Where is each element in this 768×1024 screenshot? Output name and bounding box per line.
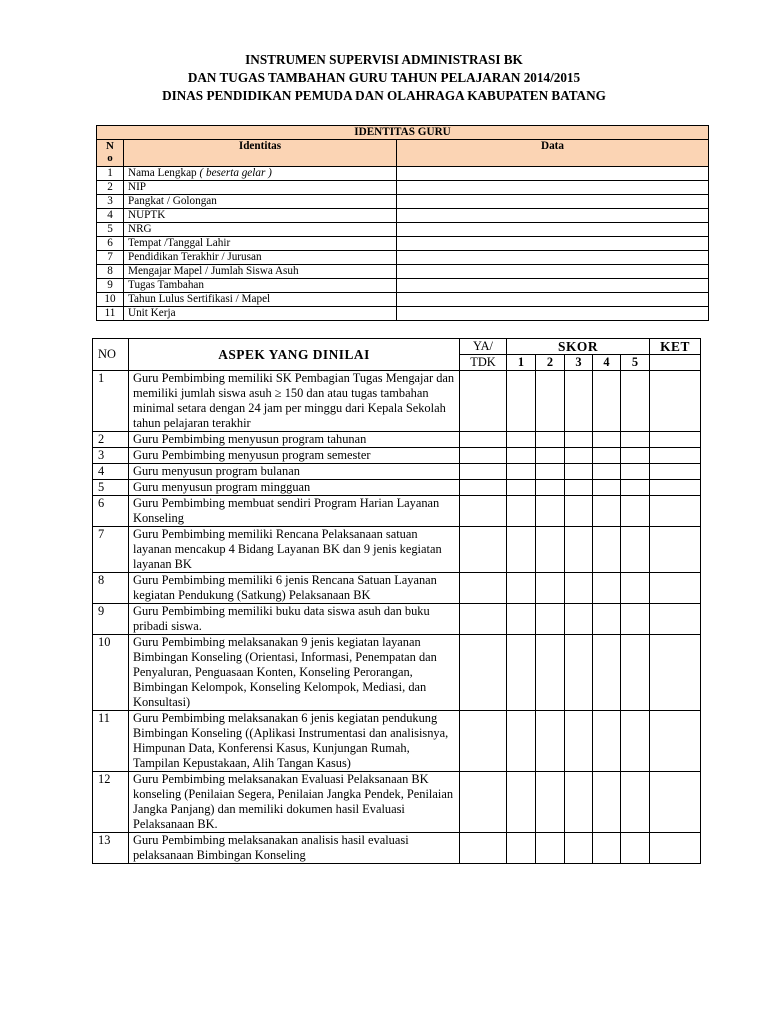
identity-row-number: 8 [97, 265, 124, 279]
assessment-row-aspect: Guru Pembimbing memiliki SK Pembagian Tugas Mengajar dan memiliki jumlah siswa asuh ≥ 150 dan atau tugas tambahan minimal setara dengan 24 jam per minggu dari Kepala Sekolah tahun pelajaran terakhir [129, 371, 460, 432]
score-cell-5[interactable] [621, 480, 650, 496]
score-cell-4[interactable] [593, 573, 621, 604]
assessment-row-number: 2 [93, 432, 129, 448]
title-line-3: DINAS PENDIDIKAN PEMUDA DAN OLAHRAGA KABUPATEN BATANG [162, 88, 606, 103]
ket-cell[interactable] [650, 432, 701, 448]
ya-tdk-cell[interactable] [460, 711, 507, 772]
assessment-row-number: 4 [93, 464, 129, 480]
score-cell-2[interactable] [536, 772, 565, 833]
identity-row [97, 209, 709, 223]
assessment-row-aspect: Guru Pembimbing membuat sendiri Program Harian Layanan Konseling [129, 496, 460, 527]
identity-row-label-cell [124, 195, 397, 209]
identity-table-title-row [97, 126, 709, 140]
assessment-row-aspect: Guru Pembimbing memiliki 6 jenis Rencana Satuan Layanan kegiatan Pendukung (Satkung) Pelaksanaan BK [129, 573, 460, 604]
assessment-row [93, 635, 701, 711]
score-cell-1[interactable] [507, 527, 536, 573]
ya-tdk-cell[interactable] [460, 573, 507, 604]
score-cell-4[interactable] [593, 527, 621, 573]
assessment-table [92, 338, 701, 864]
assessment-row-aspect: Guru Pembimbing melaksanakan 9 jenis kegiatan layanan Bimbingan Konseling (Orientasi, Informasi, Penempatan dan Penyaluran, Penguasaan Konten, Konseling Perorangan, Bimbingan Kelompok, Konseling Kelompok, Mediasi, dan Konsultasi) [129, 635, 460, 711]
score-cell-3[interactable] [565, 635, 593, 711]
score-cell-2[interactable] [536, 573, 565, 604]
score-cell-5[interactable] [621, 448, 650, 464]
score-cell-2[interactable] [536, 635, 565, 711]
score-cell-4[interactable] [593, 480, 621, 496]
identity-data-field[interactable] [397, 237, 709, 251]
identity-row-number: 10 [97, 293, 124, 307]
assessment-row-aspect: Guru Pembimbing memiliki buku data siswa asuh dan buku pribadi siswa. [129, 604, 460, 635]
ket-cell[interactable] [650, 833, 701, 864]
identity-row-number: 5 [97, 223, 124, 237]
identity-row-label: Pendidikan Terakhir / Jurusan [128, 251, 262, 263]
identity-data-field[interactable] [397, 181, 709, 195]
assessment-row-number: 8 [93, 573, 129, 604]
score-header-2: 2 [536, 355, 565, 371]
identity-col-no-header: N o [97, 140, 124, 167]
ya-tdk-cell[interactable] [460, 432, 507, 448]
identity-row-number: 3 [97, 195, 124, 209]
ket-cell[interactable] [650, 496, 701, 527]
score-cell-3[interactable] [565, 496, 593, 527]
identity-row-label-cell [124, 167, 397, 181]
identity-row-number: 2 [97, 181, 124, 195]
assessment-col-tdk-header: TDK [460, 355, 507, 371]
identity-row-label: Nama Lengkap [128, 167, 200, 179]
identity-row [97, 251, 709, 265]
score-cell-2[interactable] [536, 496, 565, 527]
assessment-row [93, 432, 701, 448]
identity-row [97, 181, 709, 195]
ya-tdk-cell[interactable] [460, 464, 507, 480]
score-cell-1[interactable] [507, 448, 536, 464]
assessment-row-number: 12 [93, 772, 129, 833]
assessment-col-no-header: NO [93, 339, 129, 371]
ya-tdk-cell[interactable] [460, 371, 507, 432]
identity-row [97, 307, 709, 321]
score-cell-5[interactable] [621, 573, 650, 604]
identity-data-field[interactable] [397, 265, 709, 279]
score-cell-1[interactable] [507, 635, 536, 711]
score-cell-4[interactable] [593, 464, 621, 480]
score-cell-2[interactable] [536, 527, 565, 573]
score-cell-4[interactable] [593, 432, 621, 448]
score-cell-2[interactable] [536, 371, 565, 432]
identity-data-field[interactable] [397, 223, 709, 237]
score-cell-5[interactable] [621, 464, 650, 480]
assessment-row-number: 1 [93, 371, 129, 432]
ket-cell[interactable] [650, 772, 701, 833]
identity-row-label-cell [124, 307, 397, 321]
identity-row-label: Tahun Lulus Sertifikasi / Mapel [128, 293, 271, 305]
score-cell-1[interactable] [507, 432, 536, 448]
identity-row-number: 11 [97, 307, 124, 321]
score-cell-3[interactable] [565, 448, 593, 464]
identity-data-field[interactable] [397, 279, 709, 293]
ket-cell[interactable] [650, 604, 701, 635]
ya-tdk-cell[interactable] [460, 604, 507, 635]
score-cell-5[interactable] [621, 604, 650, 635]
score-header-4: 4 [593, 355, 621, 371]
score-cell-3[interactable] [565, 432, 593, 448]
identity-row [97, 167, 709, 181]
assessment-row-aspect: Guru menyusun program bulanan [129, 464, 460, 480]
assessment-row-aspect: Guru Pembimbing melaksanakan Evaluasi Pelaksanaan BK konseling (Penilaian Segera, Penilaian Jangka Pendek, Penilaian Jangka Panjang) dan memiliki dokumen hasil Evaluasi Pelaksanaan BK. [129, 772, 460, 833]
ya-tdk-cell[interactable] [460, 448, 507, 464]
score-cell-4[interactable] [593, 635, 621, 711]
assessment-header-row [93, 339, 701, 355]
ya-tdk-cell[interactable] [460, 772, 507, 833]
identity-row-label-cell [124, 181, 397, 195]
score-cell-4[interactable] [593, 833, 621, 864]
score-cell-5[interactable] [621, 527, 650, 573]
ya-tdk-cell[interactable] [460, 635, 507, 711]
ket-cell[interactable] [650, 448, 701, 464]
score-cell-4[interactable] [593, 371, 621, 432]
identity-row-label-cell [124, 223, 397, 237]
identity-row-label: Unit Kerja [128, 307, 176, 319]
score-cell-1[interactable] [507, 772, 536, 833]
score-cell-5[interactable] [621, 833, 650, 864]
score-cell-3[interactable] [565, 480, 593, 496]
identity-col-data-header: Data [397, 140, 709, 167]
identity-row-number: 6 [97, 237, 124, 251]
identity-row-number: 9 [97, 279, 124, 293]
identity-row-number: 1 [97, 167, 124, 181]
identity-row [97, 195, 709, 209]
assessment-row [93, 496, 701, 527]
ket-cell[interactable] [650, 711, 701, 772]
identity-row-number: 7 [97, 251, 124, 265]
score-cell-4[interactable] [593, 711, 621, 772]
ket-cell[interactable] [650, 573, 701, 604]
identity-row-label-cell [124, 293, 397, 307]
score-cell-3[interactable] [565, 833, 593, 864]
assessment-row [93, 480, 701, 496]
identity-row-label-cell [124, 237, 397, 251]
score-cell-3[interactable] [565, 573, 593, 604]
ket-subheader-cell [650, 355, 701, 371]
score-cell-5[interactable] [621, 496, 650, 527]
assessment-row [93, 573, 701, 604]
assessment-row [93, 711, 701, 772]
assessment-row [93, 371, 701, 432]
ya-tdk-cell[interactable] [460, 527, 507, 573]
assessment-col-skor-header: SKOR [507, 339, 650, 355]
identity-row-label: Tugas Tambahan [128, 279, 204, 291]
score-header-5: 5 [621, 355, 650, 371]
ket-cell[interactable] [650, 464, 701, 480]
assessment-row [93, 527, 701, 573]
assessment-row-number: 10 [93, 635, 129, 711]
assessment-col-ya-header: YA/ [460, 339, 507, 355]
identity-row-note: ( beserta gelar ) [199, 167, 272, 179]
assessment-row-number: 6 [93, 496, 129, 527]
score-cell-3[interactable] [565, 604, 593, 635]
assessment-row-number: 13 [93, 833, 129, 864]
ket-cell[interactable] [650, 635, 701, 711]
title-line-2: DAN TUGAS TAMBAHAN GURU TAHUN PELAJARAN 2014/2015 [187, 70, 581, 85]
score-cell-2[interactable] [536, 464, 565, 480]
assessment-row-aspect: Guru menyusun program mingguan [129, 480, 460, 496]
assessment-row-number: 5 [93, 480, 129, 496]
identity-row-label: NRG [128, 223, 152, 235]
score-cell-5[interactable] [621, 371, 650, 432]
score-header-3: 3 [565, 355, 593, 371]
ya-tdk-cell[interactable] [460, 833, 507, 864]
assessment-row-number: 3 [93, 448, 129, 464]
ket-cell[interactable] [650, 480, 701, 496]
assessment-row-aspect: Guru Pembimbing melaksanakan analisis hasil evaluasi pelaksanaan Bimbingan Konseling [129, 833, 460, 864]
identity-data-field[interactable] [397, 195, 709, 209]
ket-cell[interactable] [650, 371, 701, 432]
score-cell-2[interactable] [536, 480, 565, 496]
identity-row-label-cell [124, 251, 397, 265]
score-cell-5[interactable] [621, 635, 650, 711]
score-cell-4[interactable] [593, 772, 621, 833]
score-cell-4[interactable] [593, 604, 621, 635]
score-cell-3[interactable] [565, 527, 593, 573]
identity-col-identitas-header: Identitas [124, 140, 397, 167]
assessment-row-aspect: Guru Pembimbing melaksanakan 6 jenis kegiatan pendukung Bimbingan Konseling ((Aplikasi Instrumentasi dan analisisnya, Himpunan Data, Konferensi Kasus, Kunjungan Rumah, Tampilan Kepustakaan, Alih Tangan Kasus) [129, 711, 460, 772]
assessment-row [93, 772, 701, 833]
identity-row-label: NUPTK [128, 209, 166, 221]
assessment-row [93, 833, 701, 864]
identity-row [97, 237, 709, 251]
score-cell-1[interactable] [507, 480, 536, 496]
score-cell-1[interactable] [507, 573, 536, 604]
ket-cell[interactable] [650, 527, 701, 573]
assessment-row [93, 448, 701, 464]
identity-table-header-row [97, 140, 709, 167]
score-cell-5[interactable] [621, 772, 650, 833]
title-line-1: INSTRUMEN SUPERVISI ADMINISTRASI BK [245, 52, 523, 67]
score-cell-3[interactable] [565, 772, 593, 833]
score-cell-2[interactable] [536, 604, 565, 635]
document-title [0, 51, 768, 105]
identity-row-label-cell [124, 209, 397, 223]
identity-row-label-cell [124, 279, 397, 293]
score-cell-3[interactable] [565, 711, 593, 772]
score-cell-2[interactable] [536, 432, 565, 448]
identity-row [97, 293, 709, 307]
score-header-1: 1 [507, 355, 536, 371]
assessment-col-aspek-header: ASPEK YANG DINILAI [129, 339, 460, 371]
score-cell-4[interactable] [593, 448, 621, 464]
assessment-row-aspect: Guru Pembimbing memiliki Rencana Pelaksanaan satuan layanan mencakup 4 Bidang Layanan BK dan 9 jenis kegiatan layanan BK [129, 527, 460, 573]
identity-table [96, 125, 709, 321]
identity-data-field[interactable] [397, 293, 709, 307]
identity-row [97, 265, 709, 279]
assessment-col-ket-header: KET [650, 339, 701, 355]
score-cell-1[interactable] [507, 711, 536, 772]
score-cell-4[interactable] [593, 496, 621, 527]
assessment-row-number: 11 [93, 711, 129, 772]
identity-row [97, 223, 709, 237]
score-cell-1[interactable] [507, 464, 536, 480]
identity-row-label-cell [124, 265, 397, 279]
score-cell-1[interactable] [507, 371, 536, 432]
identity-table-title: IDENTITAS GURU [97, 126, 709, 140]
assessment-row [93, 464, 701, 480]
score-cell-1[interactable] [507, 833, 536, 864]
score-cell-3[interactable] [565, 371, 593, 432]
assessment-row-number: 9 [93, 604, 129, 635]
ya-tdk-cell[interactable] [460, 480, 507, 496]
score-cell-5[interactable] [621, 432, 650, 448]
score-cell-3[interactable] [565, 464, 593, 480]
identity-row-number: 4 [97, 209, 124, 223]
assessment-row-aspect: Guru Pembimbing menyusun program tahunan [129, 432, 460, 448]
assessment-row [93, 604, 701, 635]
score-cell-2[interactable] [536, 833, 565, 864]
identity-row-label: NIP [128, 181, 147, 193]
score-cell-1[interactable] [507, 496, 536, 527]
identity-data-field[interactable] [397, 307, 709, 321]
identity-row-label: Mengajar Mapel / Jumlah Siswa Asuh [128, 265, 299, 277]
ya-tdk-cell[interactable] [460, 496, 507, 527]
score-cell-2[interactable] [536, 448, 565, 464]
identity-data-field[interactable] [397, 209, 709, 223]
identity-row-label: Tempat /Tanggal Lahir [128, 237, 231, 249]
identity-row [97, 279, 709, 293]
assessment-row-number: 7 [93, 527, 129, 573]
score-cell-2[interactable] [536, 711, 565, 772]
score-cell-1[interactable] [507, 604, 536, 635]
score-cell-5[interactable] [621, 711, 650, 772]
identity-data-field[interactable] [397, 167, 709, 181]
identity-data-field[interactable] [397, 251, 709, 265]
assessment-row-aspect: Guru Pembimbing menyusun program semester [129, 448, 460, 464]
identity-row-label: Pangkat / Golongan [128, 195, 217, 207]
